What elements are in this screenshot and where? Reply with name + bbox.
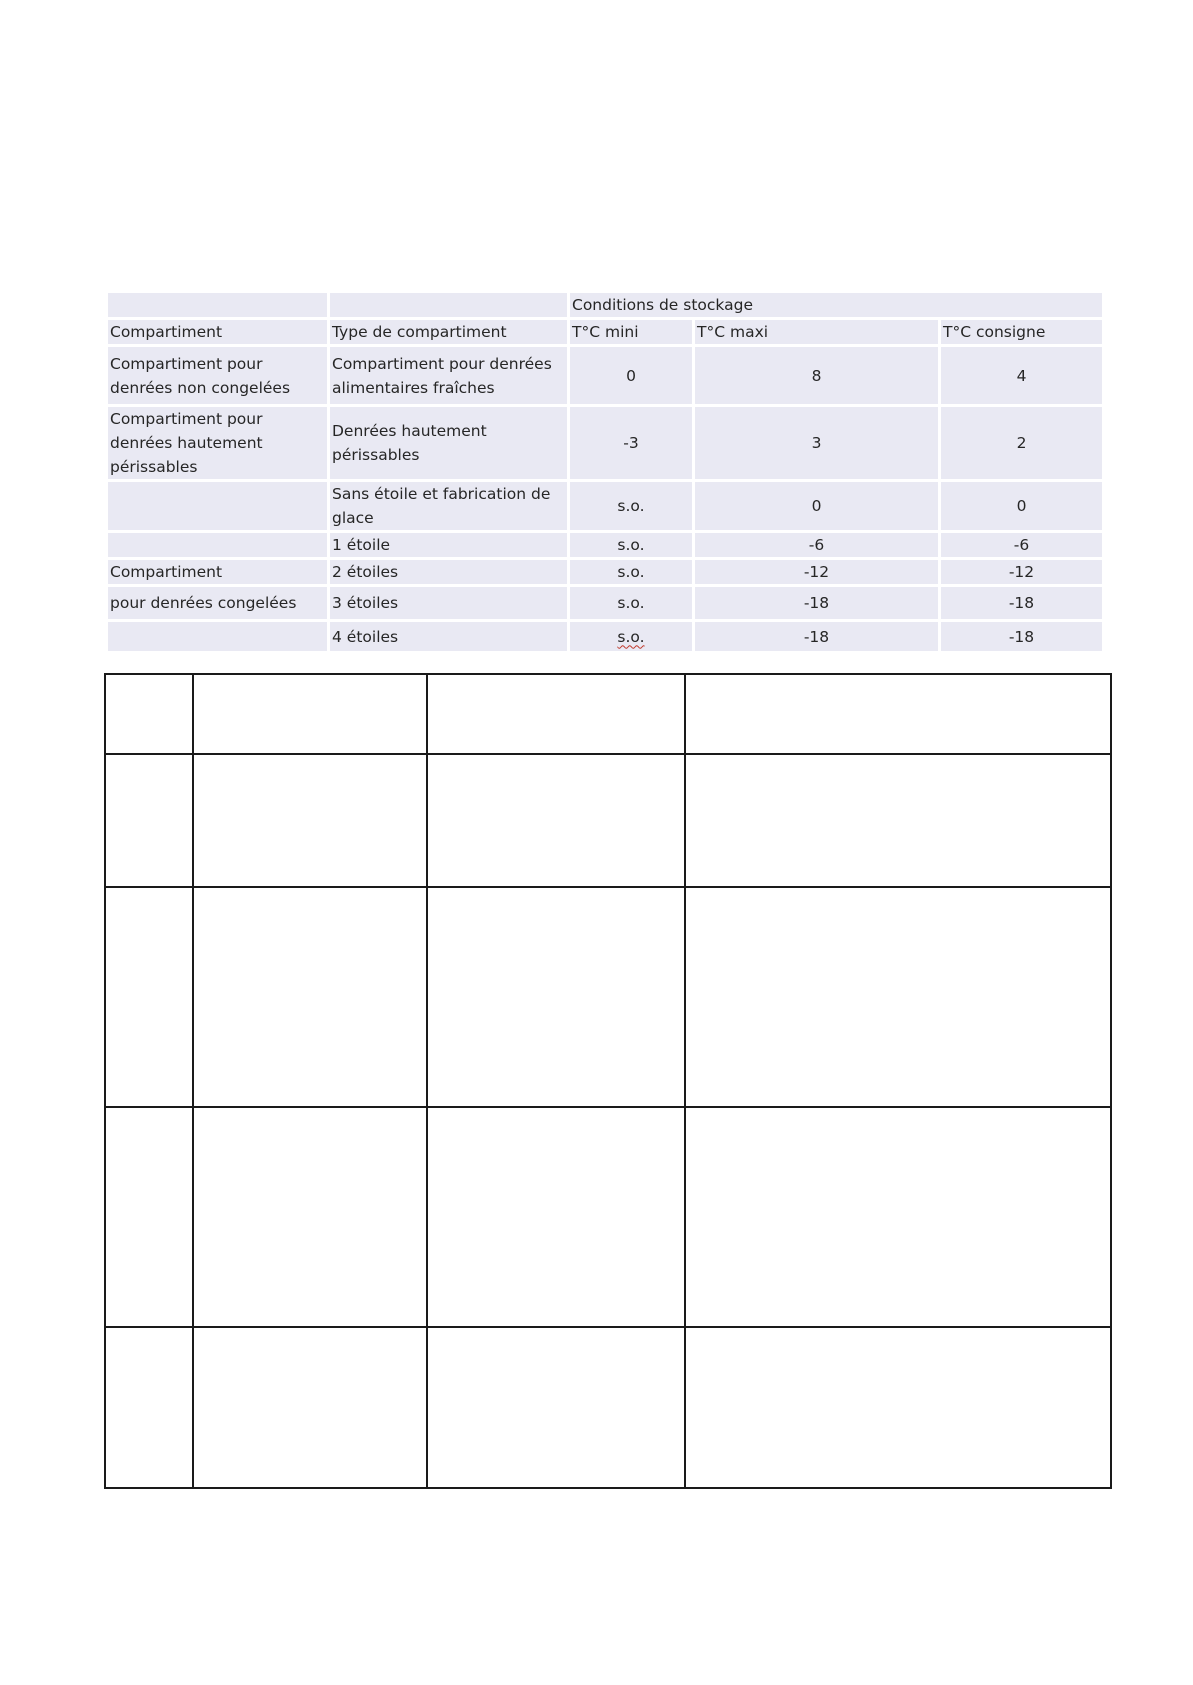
table-row xyxy=(108,560,1102,584)
cell-compartment: pour denrées congelées xyxy=(108,587,327,619)
cell-t-max: -18 xyxy=(695,587,938,619)
table-header-row xyxy=(108,320,1102,344)
grid-cell[interactable] xyxy=(105,754,193,887)
grid-cell[interactable] xyxy=(105,1107,193,1327)
empty-cell xyxy=(108,293,327,317)
cell-t-set: 2 xyxy=(941,407,1102,479)
cell-type: 4 étoiles xyxy=(330,622,567,651)
cell-t-min: s.o. xyxy=(570,533,692,557)
grid-cell[interactable] xyxy=(685,887,1111,1107)
cell-t-set: -18 xyxy=(941,622,1102,651)
cell-t-max: -18 xyxy=(695,622,938,651)
grid-cell[interactable] xyxy=(685,1107,1111,1327)
storage-conditions-header: Conditions de stockage xyxy=(570,293,1102,317)
cell-t-set: -6 xyxy=(941,533,1102,557)
cell-t-set: -18 xyxy=(941,587,1102,619)
cell-type: 3 étoiles xyxy=(330,587,567,619)
grid-cell[interactable] xyxy=(105,1327,193,1488)
cell-t-min: s.o. xyxy=(570,482,692,530)
grid-row xyxy=(105,1107,1111,1327)
grid-row xyxy=(105,1327,1111,1488)
grid-cell[interactable] xyxy=(193,1107,427,1327)
cell-compartment xyxy=(108,482,327,530)
grid-cell[interactable] xyxy=(685,754,1111,887)
header-type: Type de compartiment xyxy=(330,320,567,344)
header-t-min: T°C mini xyxy=(570,320,692,344)
grid-cell[interactable] xyxy=(105,887,193,1107)
header-t-max: T°C maxi xyxy=(695,320,938,344)
spellcheck-underlined-text: s.o. xyxy=(617,627,645,646)
grid-cell[interactable] xyxy=(427,1107,685,1327)
grid-cell[interactable] xyxy=(427,887,685,1107)
grid-row xyxy=(105,887,1111,1107)
cell-t-min: s.o. xyxy=(570,587,692,619)
cell-t-min: -3 xyxy=(570,407,692,479)
grid-cell[interactable] xyxy=(193,674,427,754)
cell-compartment xyxy=(108,622,327,651)
grid-cell[interactable] xyxy=(685,674,1111,754)
grid-cell[interactable] xyxy=(685,1327,1111,1488)
empty-answer-grid xyxy=(104,673,1112,1489)
cell-type: 1 étoile xyxy=(330,533,567,557)
cell-t-min: 0 xyxy=(570,347,692,404)
table-row xyxy=(108,347,1102,404)
table-group-header-row xyxy=(108,293,1102,317)
cell-t-max: 3 xyxy=(695,407,938,479)
cell-t-set: 0 xyxy=(941,482,1102,530)
table-row xyxy=(108,407,1102,479)
cell-t-max: 8 xyxy=(695,347,938,404)
cell-t-max: -12 xyxy=(695,560,938,584)
cell-t-min: s.o. xyxy=(570,560,692,584)
table-row xyxy=(108,622,1102,651)
cell-t-min xyxy=(570,622,692,651)
cell-compartment xyxy=(108,533,327,557)
grid-cell[interactable] xyxy=(105,674,193,754)
cell-compartment: Compartiment xyxy=(108,560,327,584)
grid-cell[interactable] xyxy=(193,887,427,1107)
cell-type: Sans étoile et fabrication de glace xyxy=(330,482,567,530)
grid-cell[interactable] xyxy=(427,754,685,887)
cell-compartment: Compartiment pour denrées non congelées xyxy=(108,347,327,404)
cell-type: Denrées hautement périssables xyxy=(330,407,567,479)
cell-t-max: 0 xyxy=(695,482,938,530)
cell-t-set: -12 xyxy=(941,560,1102,584)
grid-cell[interactable] xyxy=(193,1327,427,1488)
cell-compartment: Compartiment pour denrées hautement périssables xyxy=(108,407,327,479)
grid-cell[interactable] xyxy=(193,754,427,887)
table-row xyxy=(108,587,1102,619)
header-t-set: T°C consigne xyxy=(941,320,1102,344)
table-row xyxy=(108,533,1102,557)
grid-cell[interactable] xyxy=(427,1327,685,1488)
storage-conditions-table xyxy=(105,290,1105,654)
cell-t-set: 4 xyxy=(941,347,1102,404)
header-compartment: Compartiment xyxy=(108,320,327,344)
grid-row xyxy=(105,754,1111,887)
cell-type: Compartiment pour denrées alimentaires fraîches xyxy=(330,347,567,404)
grid-row xyxy=(105,674,1111,754)
table-row xyxy=(108,482,1102,530)
cell-type: 2 étoiles xyxy=(330,560,567,584)
cell-t-max: -6 xyxy=(695,533,938,557)
grid-cell[interactable] xyxy=(427,674,685,754)
empty-cell xyxy=(330,293,567,317)
